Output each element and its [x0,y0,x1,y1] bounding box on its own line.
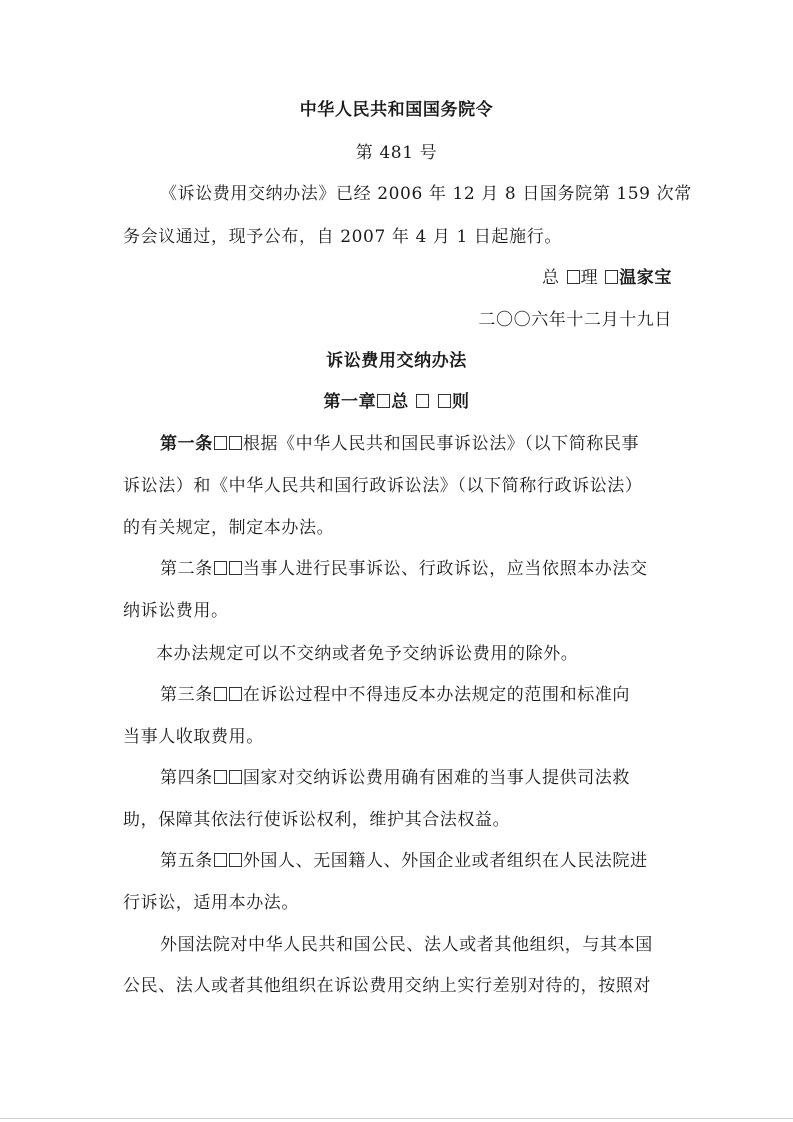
chapter-char-1: 总 [391,392,409,412]
article-3-label: 第三条 [160,685,213,705]
article-2-line-1 [160,558,648,580]
signer-title-a: 总 [541,268,560,288]
signer-name: 温家宝 [619,268,672,288]
article-1-text: 根据《中华人民共和国民事诉讼法》（以下简称民事 [242,434,640,454]
decree-date: 二〇〇六年十二月十九日 [478,310,672,330]
signature-line [542,267,672,289]
placeholder-box [605,270,618,284]
signer-title-b: 理 [580,268,599,288]
article-5-text: 外国人、无国籍人、外国企业或者组织在人民法院进 [242,851,648,871]
article-5-label: 第五条 [160,851,213,871]
intro-line-2: 务会议通过，现予公布，自 2007 年 4 月 1 日起施行。 [123,227,562,247]
placeholder-box [416,394,429,408]
page-bottom-rule [0,1118,793,1119]
article-1-line-1 [160,433,639,455]
article-4-line-1 [160,767,630,789]
placeholder-box [229,436,242,450]
article-2-para-2: 本办法规定可以不交纳或者免予交纳诉讼费用的除外。 [156,644,579,664]
article-3-line-2: 当事人收取费用。 [123,727,264,747]
placeholder-box [214,687,227,701]
article-5-para-2-line-1: 外国法院对中华人民共和国公民、法人或者其他组织，与其本国 [160,935,653,955]
decree-title: 中华人民共和国国务院令 [299,100,494,120]
placeholder-box [567,270,580,284]
article-5-para-2-line-2: 公民、法人或者其他组织在诉讼费用交纳上实行差别对待的，按照对 [123,976,651,996]
placeholder-box [229,561,242,575]
decree-number: 第 481 号 [355,143,438,163]
placeholder-box [377,394,390,408]
placeholder-box [229,770,242,784]
article-4-label: 第四条 [160,768,213,788]
article-2-text: 当事人进行民事诉讼、行政诉讼，应当依照本办法交 [242,559,648,579]
placeholder-box [214,561,227,575]
placeholder-box [214,853,227,867]
article-1-label: 第一条 [160,434,213,454]
placeholder-box [214,770,227,784]
article-3-text: 在诉讼过程中不得违反本办法规定的范围和标准向 [242,685,631,705]
chapter-heading [0,391,793,413]
article-4-text: 国家对交纳诉讼费用确有困难的当事人提供司法救 [242,768,631,788]
article-2-line-2: 纳诉讼费用。 [123,601,229,621]
chapter-prefix: 第一章 [323,392,377,412]
placeholder-box [438,394,451,408]
intro-line-1: 《诉讼费用交纳办法》已经 2006 年 12 月 8 日国务院第 159 次常 [160,184,692,204]
article-3-line-1 [160,684,630,706]
article-4-line-2: 助，保障其依法行使诉讼权利，维护其合法权益。 [123,810,511,830]
article-1-line-3: 的有关规定，制定本办法。 [123,518,335,538]
placeholder-box [214,436,227,450]
chapter-char-2: 则 [451,392,470,412]
placeholder-box [229,853,242,867]
article-5-line-2: 行诉讼，适用本办法。 [123,893,299,913]
placeholder-box [229,687,242,701]
law-title: 诉讼费用交纳办法 [326,351,467,371]
article-5-line-1 [160,850,648,872]
article-2-label: 第二条 [160,559,213,579]
article-1-line-2: 诉讼法）和《中华人民共和国行政诉讼法》（以下简称行政诉讼法） [123,476,643,496]
